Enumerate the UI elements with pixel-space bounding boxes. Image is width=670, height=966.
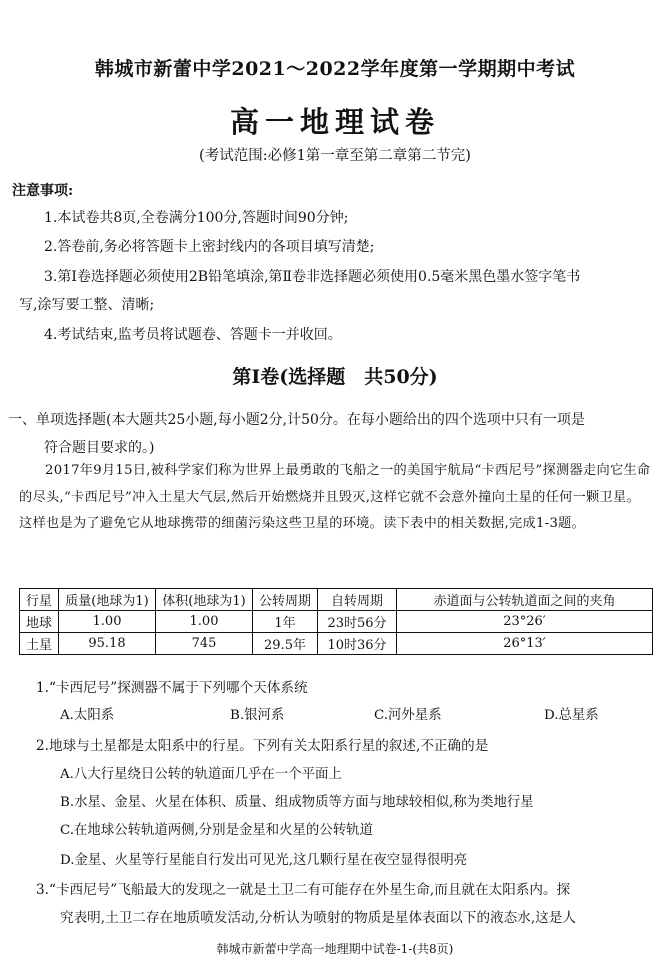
school-exam-line: 韩城市新蕾中学2021～2022学年度第一学期期中考试 [94, 58, 576, 80]
table-header-cell: 体积(地球为1) [156, 589, 253, 611]
table-row [20, 633, 653, 655]
table-cell: 1.00 [59, 611, 156, 633]
table-row [20, 611, 653, 633]
note-item-continued: 写,涂写要工整、清晰; [19, 297, 155, 313]
table-cell: 23°26′ [397, 611, 653, 633]
table-cell: 1.00 [156, 611, 253, 633]
table-cell: 10时36分 [318, 633, 397, 655]
question-2-option-d[interactable]: D.金星、火星等行星能自行发出可见光,这几颗行星在夜空显得很明亮 [60, 853, 468, 868]
table-header-cell: 赤道面与公转轨道面之间的夹角 [397, 589, 653, 611]
reading-passage: 2017年9月15日,被科学家们称为世界上最勇敢的飞船之一的美国宇航局“卡西尼号”探测器走向它生命的尽头,“卡西尼号”冲入土星大气层,然后开始燃烧并且毁灭,这样它就不会意外撞向土星的任何一颗卫星。这样也是为了避免它从地球携带的细菌污染这些卫星的环境。读下表中的相关数据,完成1-3题。 [19, 463, 651, 531]
table-header-cell: 公转周期 [253, 589, 318, 611]
note-item: 3.第Ⅰ卷选择题必须使用2B铅笔填涂,第Ⅱ卷非选择题必须使用0.5毫米黑色墨水签字笔书 [44, 269, 581, 285]
table-header-cell: 质量(地球为1) [59, 589, 156, 611]
table-cell: 1年 [253, 611, 318, 633]
table-cell: 23时56分 [318, 611, 397, 633]
page-title: 高一地理试卷 [229, 105, 440, 139]
note-item: 1.本试卷共8页,全卷满分100分,答题时间90分钟; [44, 210, 349, 226]
question-1-option-a[interactable]: A.太阳系 [60, 708, 115, 723]
exam-range: (考试范围:必修1第一章至第二章第二节完) [199, 148, 471, 164]
note-item: 4.考试结束,监考员将试题卷、答题卡一并收回。 [44, 327, 342, 343]
table-header-cell: 自转周期 [318, 589, 397, 611]
table-cell: 29.5年 [253, 633, 318, 655]
table-header-row [20, 589, 653, 611]
table-cell: 土星 [20, 633, 59, 655]
note-item: 2.答卷前,务必将答题卡上密封线内的各项目填写清楚; [44, 239, 375, 255]
table-cell: 745 [156, 633, 253, 655]
question-2-option-a[interactable]: A.八大行星绕日公转的轨道面几乎在一个平面上 [60, 767, 342, 782]
table-cell: 95.18 [59, 633, 156, 655]
question-1-option-d[interactable]: D.总星系 [544, 708, 599, 723]
question-1-option-b[interactable]: B.银河系 [230, 708, 285, 723]
question-2-option-b[interactable]: B.水星、金星、火星在体积、质量、组成物质等方面与地球较相似,称为类地行星 [60, 795, 534, 810]
section-instructions: 一、单项选择题(本大题共25小题,每小题2分,计50分。在每小题给出的四个选项中只有一项是 [8, 412, 585, 428]
question-1-option-c[interactable]: C.河外星系 [374, 708, 442, 723]
section-instructions-continued: 符合题目要求的。) [44, 440, 155, 456]
question-3-stem: 3.“卡西尼号”飞船最大的发现之一就是土卫二有可能存在外星生命,而且就在太阳系内。探 [36, 882, 571, 898]
question-3-stem-continued: 究表明,土卫二存在地质喷发活动,分析认为喷射的物质是星体表面以下的液态水,这是人 [60, 910, 576, 926]
page-footer: 韩城市新蕾中学高一地理期中试卷-1-(共8页) [216, 942, 454, 956]
question-2-stem: 2.地球与土星都是太阳系中的行星。下列有关太阳系行星的叙述,不正确的是 [36, 738, 489, 754]
table-cell: 地球 [20, 611, 59, 633]
notes-heading: 注意事项: [12, 183, 74, 199]
table-cell: 26°13′ [397, 633, 653, 655]
question-1-stem: 1.“卡西尼号”探测器不属于下列哪个天体系统 [36, 680, 308, 696]
section-title: 第Ⅰ卷(选择题 共50分) [232, 366, 438, 388]
planet-data-table [19, 588, 653, 655]
table-header-cell: 行星 [20, 589, 59, 611]
question-2-option-c[interactable]: C.在地球公转轨道两侧,分别是金星和火星的公转轨道 [60, 823, 373, 838]
